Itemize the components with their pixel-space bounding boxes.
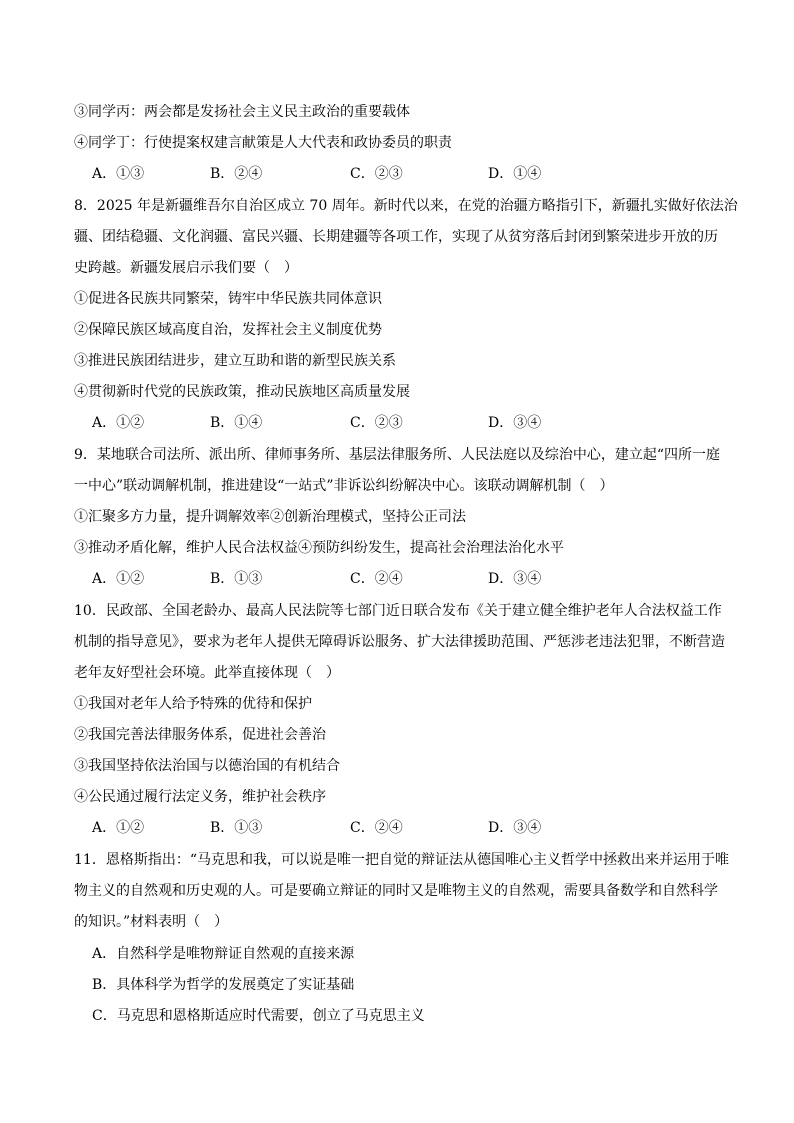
q8-stem-line-3: 史跨越。新疆发展启示我们要（ ） [74,260,298,276]
q9-statements-3-4: ③推动矛盾化解，维护人民合法权益④预防纠纷发生，提高社会治理法治化水平 [74,540,564,556]
q10-options [92,818,652,838]
q9-stem-line-2: 一中心”联动调解机制，推进建设“一站式”非诉讼纠纷解决中心。该联动调解机制（ ） [74,478,614,494]
q11-choice-b[interactable]: B．具体科学为哲学的发展奠定了实证基础 [92,977,355,993]
q10-statement-1: ①我国对老年人给予特殊的优待和保护 [74,696,312,712]
q11-stem-line-3: 的知识。”材料表明（ ） [74,914,229,930]
q11-choice-c[interactable]: C．马克思和恩格斯适应时代需要，创立了马克思主义 [92,1008,425,1024]
q8-statement-1: ①促进各民族共同繁荣，铸牢中华民族共同体意识 [74,291,382,307]
q9-option-b[interactable]: B．①③ [210,571,263,587]
q8-options [92,413,652,433]
q8-statement-4: ④贯彻新时代党的民族政策，推动民族地区高质量发展 [74,384,410,400]
q9-stem-line-1: 9．某地联合司法所、派出所、律师事务所、基层法律服务所、人民法庭以及综治中心，建立起“四所一庭 [74,447,721,463]
q10-stem-line-3: 老年友好型社会环境。此举直接体现（ ） [74,665,340,681]
q8-stem-line-2: 疆、团结稳疆、文化润疆、富民兴疆、长期建疆等各项工作，实现了从贫穷落后封闭到繁荣进步开放的历 [74,229,718,245]
q10-statement-3: ③我国坚持依法治国与以德治国的有机结合 [74,758,340,774]
q9-statements-1-2: ①汇聚多方力量，提升调解效率②创新治理模式，坚持公正司法 [74,509,466,525]
q9-option-a[interactable]: A．①② [92,571,145,587]
q11-stem-line-1: 11．恩格斯指出：“马克思和我，可以说是唯一把自觉的辩证法从德国唯心主义哲学中拯救出来并运用于唯 [74,852,729,868]
q9-options [92,569,652,589]
q11-stem-line-2: 物主义的自然观和历史观的人。可是要确立辩证的同时又是唯物主义的自然观，需要具备数学和自然科学 [74,883,718,899]
q9-option-d[interactable]: D．③④ [488,571,542,587]
q8-statement-2: ②保障民族区域高度自治，发挥社会主义制度优势 [74,322,382,338]
q8-option-a[interactable]: A．①② [92,415,145,431]
q8-option-c[interactable]: C．②③ [350,415,403,431]
q8-stem-line-1: 8．2025 年是新疆维吾尔自治区成立 70 周年。新时代以来，在党的治疆方略指引下，新疆扎实做好依法治 [74,198,738,214]
q8-option-b[interactable]: B．①④ [210,415,263,431]
q8-statement-3: ③推进民族团结进步，建立互助和谐的新型民族关系 [74,353,396,369]
q8-option-d[interactable]: D．③④ [488,415,542,431]
q10-stem-line-2: 机制的指导意见》，要求为老年人提供无障碍诉讼服务、扩大法律援助范围、严惩涉老违法犯罪，不断营造 [74,634,725,650]
q7-option-b[interactable]: B．②④ [210,166,263,182]
q7-option-a[interactable]: A．①③ [92,166,145,182]
q10-option-b[interactable]: B．①③ [210,820,263,836]
q10-stem-line-1: 10．民政部、全国老龄办、最高人民法院等七部门近日联合发布《关于建立健全维护老年人合法权益工作 [74,603,722,619]
q9-option-c[interactable]: C．②④ [350,571,403,587]
q10-option-c[interactable]: C．②④ [350,820,403,836]
q7-statement-3: ③同学丙：两会都是发扬社会主义民主政治的重要载体 [74,104,410,120]
q7-options [92,164,652,184]
q10-statement-4: ④公民通过履行法定义务，维护社会秩序 [74,789,326,805]
q10-option-a[interactable]: A．①② [92,820,145,836]
q7-statement-4: ④同学丁：行使提案权建言献策是人大代表和政协委员的职责 [74,135,452,151]
q11-choice-a[interactable]: A．自然科学是唯物辩证自然观的直接来源 [92,946,355,962]
q10-statement-2: ②我国完善法律服务体系，促进社会善治 [74,727,326,743]
q10-option-d[interactable]: D．③④ [488,820,542,836]
q7-option-d[interactable]: D．①④ [488,166,542,182]
q7-option-c[interactable]: C．②③ [350,166,403,182]
